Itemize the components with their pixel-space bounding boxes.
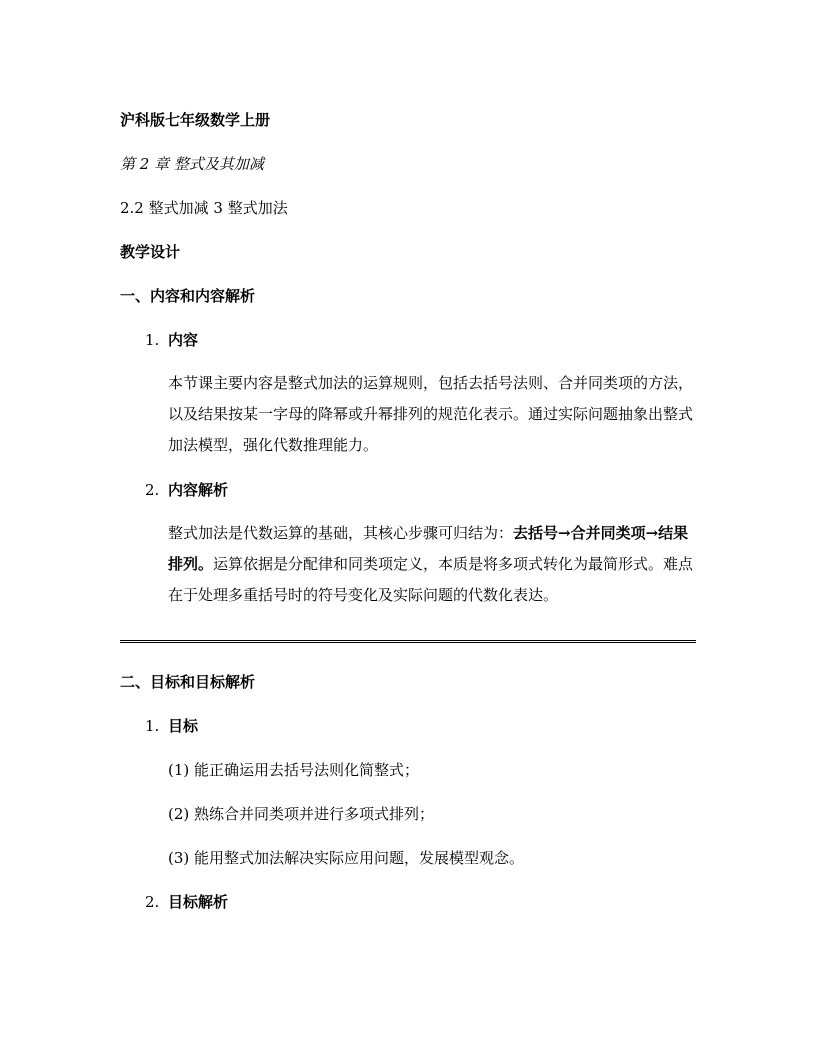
section1-item1-number: 1. [145,331,160,349]
section2-item2-title: 目标解析 [168,893,229,911]
section2-item1-number: 1. [145,717,160,735]
goal-item: (3) 能用整式加法解决实际应用问题，发展模型观念。 [168,849,525,867]
section1-item2-title: 内容解析 [168,481,229,499]
chapter-title: 第 2 章 整式及其加减 [120,155,264,173]
section1-item2-number: 2. [145,481,160,499]
doc-type-heading: 教学设计 [120,243,181,261]
content-paragraph: 本节课主要内容是整式加法的运算规则，包括去括号法则、合并同类项的方法，以及结果按某一字母的降幂或升幂排列的规范化表示。通过实际问题抽象出整式加法模型，强化代数推理能力。 [168,374,694,454]
analysis-text-pre: 整式加法是代数运算的基础，其核心步骤可归结为： [168,524,514,542]
section2-item2-number: 2. [145,893,160,911]
section2-heading: 二、目标和目标解析 [120,673,256,691]
analysis-text-post: 运算依据是分配律和同类项定义，本质是将多项式转化为最简形式。难点在于处理多重括号时的符号变化及实际问题的代数化表达。 [168,555,694,604]
book-title: 沪科版七年级数学上册 [120,111,271,129]
section2-item1-title: 目标 [168,717,199,735]
goal-item: (1) 能正确运用去括号法则化简整式； [168,761,420,779]
section1-item1-title: 内容 [168,331,199,349]
lesson-title: 2.2 整式加减 3 整式加法 [120,199,288,217]
goal-item: (2) 熟练合并同类项并进行多项式排列； [168,805,435,823]
analysis-key-steps: 去括号→合并同类项→结果排列。 [168,524,689,573]
content-analysis-paragraph [168,518,700,611]
section1-heading: 一、内容和内容解析 [120,287,256,305]
section-divider [120,640,696,643]
